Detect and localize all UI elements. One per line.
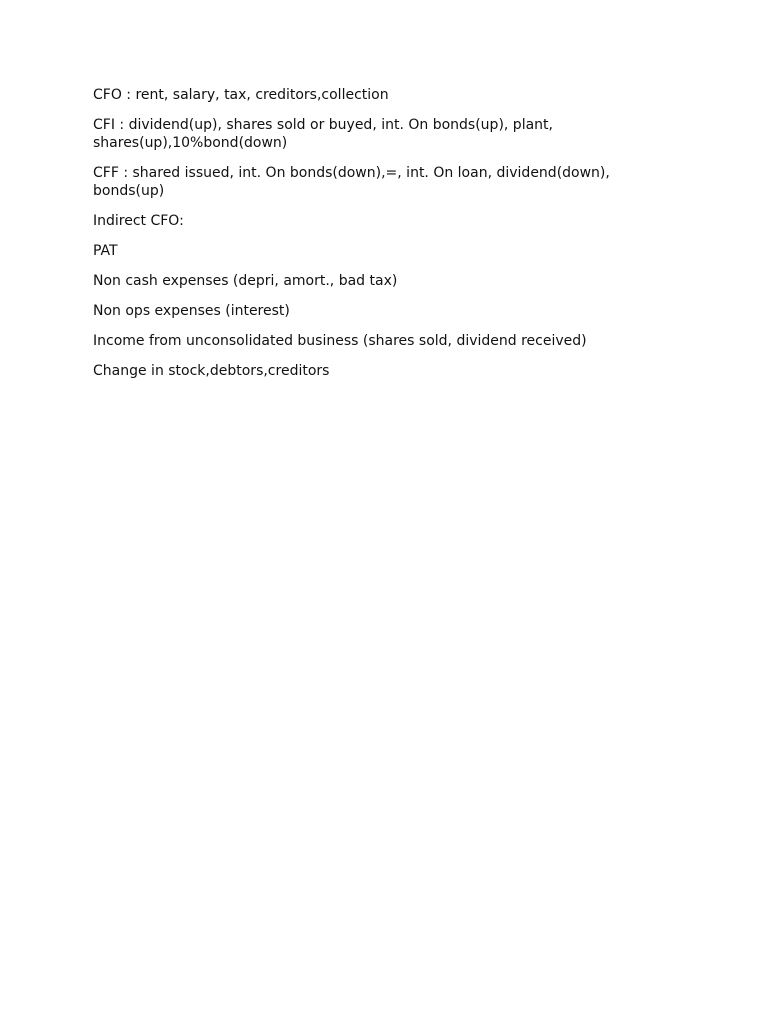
paragraph-cfo: CFO : rent, salary, tax, creditors,collection [93,87,389,103]
paragraph-indirect-cfo: Indirect CFO: [93,213,184,229]
paragraph-unconsolidated-income: Income from unconsolidated business (shares sold, dividend received) [93,333,587,349]
paragraph-non-cash-expenses: Non cash expenses (depri, amort., bad tax) [93,273,398,289]
paragraph-pat: PAT [93,243,118,259]
paragraph-non-ops-expenses: Non ops expenses (interest) [93,303,290,319]
paragraph-working-capital-change: Change in stock,debtors,creditors [93,363,330,379]
paragraph-cfi: CFI : dividend(up), shares sold or buyed, int. On bonds(up), plant, shares(up),10%bond(down) [93,117,553,151]
document-body [93,86,653,392]
paragraph-cff: CFF : shared issued, int. On bonds(down),=, int. On loan, dividend(down), bonds(up) [93,165,610,199]
